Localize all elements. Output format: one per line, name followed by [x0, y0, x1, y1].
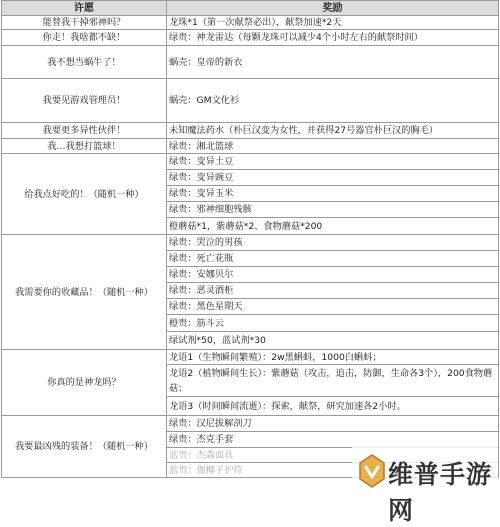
reward-cell: 蜗壳：GM文化衫 — [167, 79, 499, 123]
reward-cell: 绿贵：湘北篮球 — [167, 139, 499, 154]
wish-cell: 我要最凶残的装备！（随机一种） — [2, 416, 167, 478]
table-row — [2, 350, 499, 365]
wish-cell: 你真的是神龙吗？ — [2, 350, 167, 416]
reward-cell: 绿贵：杰克手套 — [167, 432, 499, 448]
column-header-wish: 许愿 — [2, 1, 167, 16]
reward-cell: 绿贵：变异豌豆 — [167, 170, 499, 186]
wish-cell: 我…我想打篮球！ — [2, 139, 167, 154]
wish-cell: 你走！我啥都不缺！ — [2, 30, 167, 46]
table-body — [2, 16, 499, 478]
reward-cell: 绿贵：死亡花瓶 — [167, 251, 499, 267]
table-row — [2, 235, 499, 251]
table-header-row — [2, 1, 499, 16]
reward-cell: 未知魔法药水（朴巨汉变为女性，并获得27号器官朴巨汉的胸毛） — [167, 123, 499, 139]
reward-cell: 蜗壳：皇帝的新衣 — [167, 46, 499, 79]
reward-cell: 绿贵：恶灵酒柜 — [167, 283, 499, 299]
reward-cell: 绿贵：安娜贝尔 — [167, 267, 499, 283]
column-header-reward: 奖励 — [167, 1, 499, 16]
reward-cell: 龙语1（生物瞬间繁殖）：2w黑蝌蚪，1000白蝌蚪； — [167, 350, 499, 365]
wish-cell: 能替我干掉邪神吗？ — [2, 16, 167, 30]
wish-cell: 我要见游戏管理员！ — [2, 79, 167, 123]
table-row — [2, 139, 499, 154]
wish-cell: 给我点好吃的！（随机一种） — [2, 154, 167, 235]
table-row — [2, 416, 499, 432]
reward-cell: 绿试剂*50，蓝试剂*30 — [167, 332, 499, 350]
table-row — [2, 79, 499, 123]
reward-cell: 绿贵：邪神细胞残骸 — [167, 202, 499, 218]
table-row — [2, 16, 499, 30]
watermark-text: 维普手游网 — [388, 460, 493, 525]
reward-cell: 绿贵：黑色星期天 — [167, 299, 499, 315]
reward-cell: 龙珠*1（第一次献祭必出），献祭加速*2天 — [167, 16, 499, 30]
reward-cell: 蓝贵：伽椰子护符 — [167, 463, 499, 478]
wish-cell: 我要更多异性伙伴！ — [2, 123, 167, 139]
wish-cell: 我需要你的收藏品！（随机一种） — [2, 235, 167, 350]
reward-cell: 绿贵：神龙雷达（每颗龙珠可以减少4个小时左右的献祭时间） — [167, 30, 499, 46]
watermark-logo-icon — [357, 453, 387, 489]
table-row — [2, 30, 499, 46]
reward-cell: 绿贵：哭泣的男孩 — [167, 235, 499, 251]
reward-cell: 绿贵：变异玉米 — [167, 186, 499, 202]
reward-cell: 龙语3（时间瞬间流逝）：探索，献祭，研究加速各2小时。 — [167, 397, 499, 416]
reward-cell: 蓝贵：杰森面具 — [167, 448, 499, 463]
table-row — [2, 123, 499, 139]
table-row — [2, 154, 499, 170]
rewards-table — [1, 0, 499, 478]
reward-cell: 绿贵：汉尼拔解剖刀 — [167, 416, 499, 432]
wish-cell: 我不想当蜗牛了！ — [2, 46, 167, 79]
table-row — [2, 46, 499, 79]
reward-cell: 橙蘑菇*1，紫蘑菇*2、食物蘑菇*200 — [167, 218, 499, 235]
reward-cell: 绿贵：变异土豆 — [167, 154, 499, 170]
reward-cell: 龙语2（植物瞬间生长）：紫蘑菇（攻击，追击，防御，生命各3个），200食物蘑菇； — [167, 365, 499, 397]
reward-cell: 橙贵：筋斗云 — [167, 315, 499, 332]
